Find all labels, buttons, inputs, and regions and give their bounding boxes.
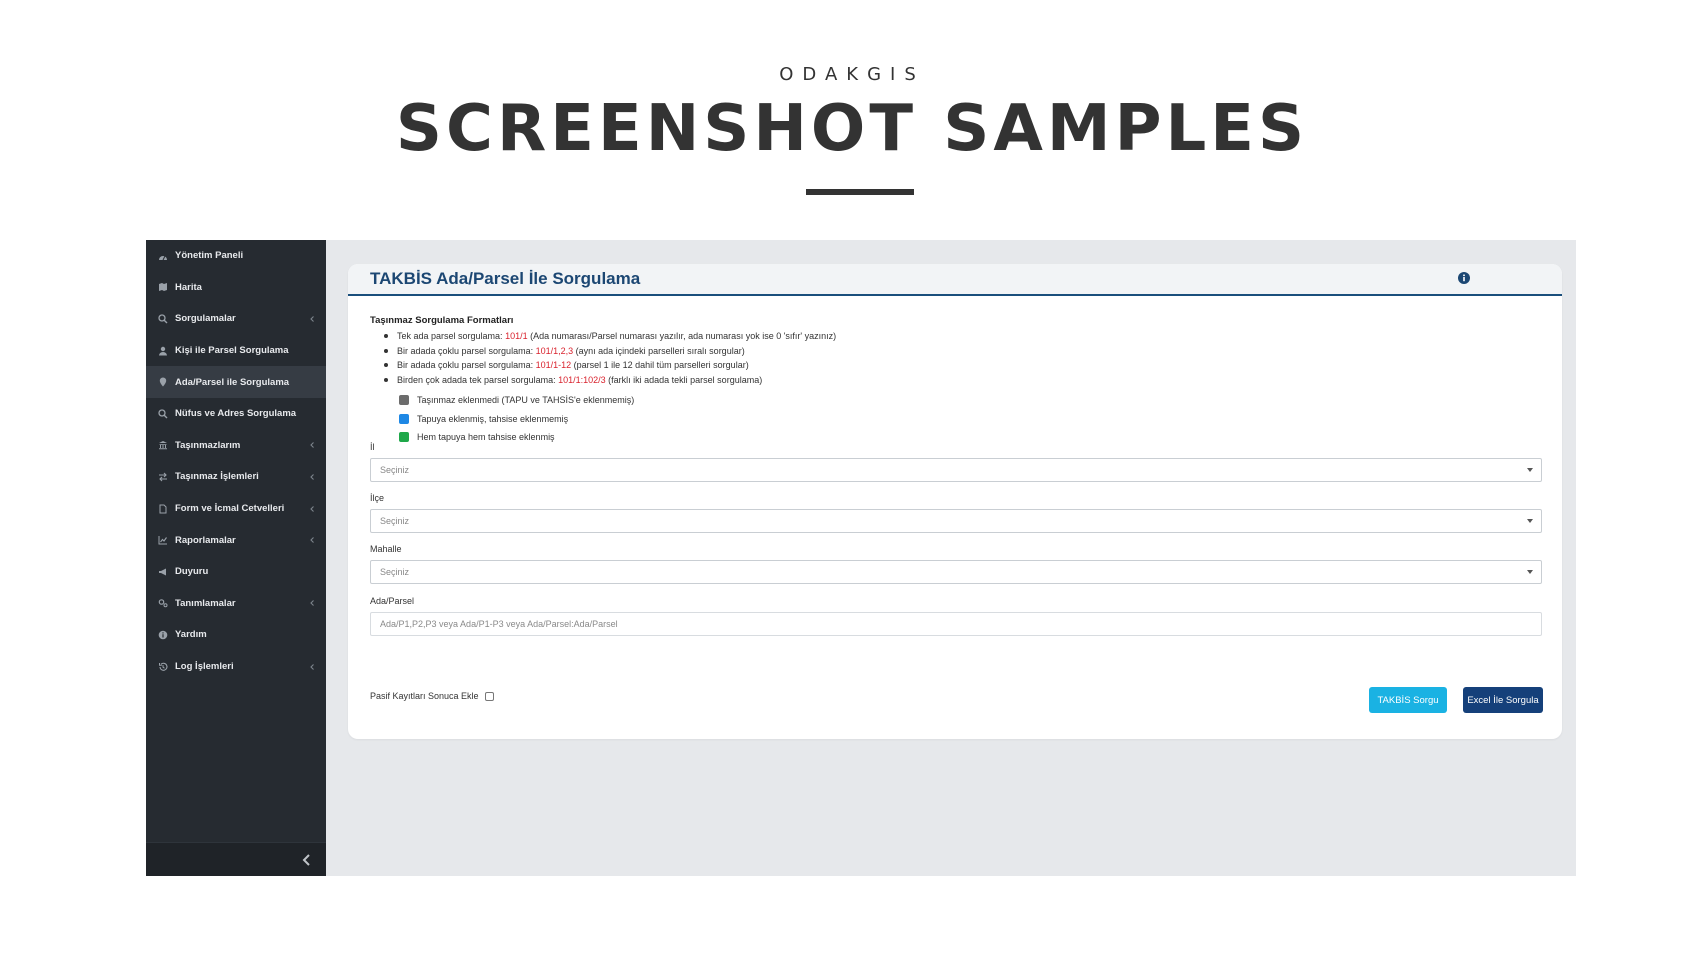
sidebar-item[interactable] [146,366,326,398]
status-legend [370,391,1470,447]
sidebar-item-label: Kişi ile Parsel Sorgulama [175,345,289,357]
chevron-left-icon [308,598,316,608]
chevron-left-icon [308,662,316,672]
chevron-left-icon [308,535,316,545]
chevron-down-icon [1527,570,1533,575]
takbis-query-button[interactable]: TAKBİS Sorgu [1369,687,1447,713]
excel-query-button[interactable]: Excel İle Sorgula [1463,687,1543,713]
sidebar-item-label: Nüfus ve Adres Sorgulama [175,408,297,420]
chart-line-icon [157,535,168,546]
sidebar-item[interactable] [146,588,326,620]
card-title: TAKBİS Ada/Parsel İle Sorgulama [370,269,641,288]
format-prefix: Tek ada parsel sorgulama: [397,331,506,341]
ilce-select[interactable] [370,509,1542,533]
legend-swatch [399,414,409,424]
mahalle-select[interactable] [370,560,1542,584]
format-item [382,358,1470,373]
format-suffix: (farklı iki adada tekli parsel sorgulama) [605,374,763,385]
format-prefix: Birden çok adada tek parsel sorgulama: [397,374,559,385]
ilce-label: İlçe [370,493,385,503]
query-card [348,264,1562,739]
sidebar-item-label: Taşınmazlarım [175,439,241,451]
sidebar-item[interactable] [146,430,326,462]
chevron-left-icon [308,472,316,482]
format-code: 101/1 [505,331,528,341]
legend-label: Taşınmaz eklenmedi (TAPU ve TAHSİS'e eklenmemiş) [417,395,635,406]
chevron-left-icon [308,314,316,324]
title-underline [806,189,914,195]
info-icon[interactable] [1458,272,1470,284]
legend-item [399,410,1470,429]
search-icon [157,313,168,324]
query-formats [370,315,1470,447]
exchange-icon [157,471,168,482]
building-icon [157,440,168,451]
format-suffix: (Ada numarası/Parsel numarası yazılır, ada numarası yok ise 0 'sıfır' yazınız) [527,331,837,341]
cogs-icon [157,598,168,609]
card-header [348,264,1562,296]
formats-title: Taşınmaz Sorgulama Formatları [370,315,514,326]
sidebar [146,240,326,876]
legend-label: Hem tapuya hem tahsise eklenmiş [417,432,555,443]
legend-swatch [399,432,409,442]
page-header [0,0,1704,240]
il-label: İl [370,442,375,452]
passive-records-checkbox[interactable] [485,692,494,701]
sidebar-item-label: Form ve İcmal Cetvelleri [175,503,285,515]
bullhorn-icon [157,566,168,577]
collapse-sidebar-icon[interactable] [300,853,314,867]
sidebar-item-label: Raporlamalar [175,534,236,546]
user-icon [157,345,168,356]
sidebar-item[interactable] [146,651,326,683]
format-suffix: (aynı ada içindeki parselleri sıralı sorgular) [573,345,745,356]
format-prefix: Bir adada çoklu parsel sorgulama: [397,360,536,370]
info-circle-icon [157,629,168,640]
document-icon [157,503,168,514]
sidebar-item[interactable] [146,335,326,367]
mahalle-label: Mahalle [370,544,402,554]
search-icon [157,408,168,419]
legend-item [399,391,1470,410]
sidebar-item-label: Log İşlemleri [175,661,234,673]
sidebar-item-label: Yönetim Paneli [175,250,244,262]
legend-item [399,428,1470,447]
formats-list [370,329,1470,387]
passive-records-option [370,691,494,701]
sidebar-item-label: Yardım [175,629,207,641]
format-item [382,344,1470,359]
sidebar-item-label: Tanımlamalar [175,597,236,609]
sidebar-item-label: Taşınmaz İşlemleri [175,471,259,483]
map-marker-icon [157,377,168,388]
format-suffix: (parsel 1 ile 12 dahil tüm parselleri sorgular) [571,360,749,370]
sidebar-item[interactable] [146,493,326,525]
sidebar-item-label: Sorgulamalar [175,313,236,325]
il-select[interactable] [370,458,1542,482]
ilce-select-value: Seçiniz [380,516,410,526]
brand-name: ODAKGIS [779,64,925,85]
sidebar-item-label: Ada/Parsel ile Sorgulama [175,376,290,388]
sidebar-item[interactable] [146,398,326,430]
format-code: 101/1,2,3 [535,345,574,356]
sidebar-item[interactable] [146,461,326,493]
chevron-down-icon [1527,519,1533,524]
ada-parsel-label: Ada/Parsel [370,596,415,606]
page-title: SCREENSHOT SAMPLES [395,92,1309,166]
legend-label: Tapuya eklenmiş, tahsise eklenmemiş [417,413,569,424]
mahalle-select-value: Seçiniz [380,567,410,577]
format-prefix: Bir adada çoklu parsel sorgulama: [397,345,536,356]
dashboard-icon [157,250,168,261]
chevron-down-icon [1527,468,1533,473]
il-select-value: Seçiniz [380,465,410,475]
chevron-left-icon [308,504,316,514]
map-icon [157,282,168,293]
format-code: 101/1:102/3 [558,374,606,385]
format-code: 101/1-12 [535,360,572,370]
history-icon [157,661,168,672]
chevron-left-icon [308,440,316,450]
sidebar-item[interactable] [146,524,326,556]
sidebar-item[interactable] [146,272,326,304]
sidebar-item-label: Duyuru [175,566,209,578]
sidebar-item-label: Harita [175,281,202,293]
sidebar-item[interactable] [146,240,326,272]
sidebar-item[interactable] [146,303,326,335]
format-item [382,373,1470,388]
format-item [382,329,1470,344]
sidebar-footer [146,842,326,876]
passive-records-label: Pasif Kayıtları Sonuca Ekle [370,691,479,701]
legend-swatch [399,395,409,405]
sidebar-item[interactable] [146,619,326,651]
sidebar-item[interactable] [146,556,326,588]
ada-parsel-input[interactable] [370,612,1542,636]
app-screenshot-frame [146,240,1576,876]
sidebar-menu [146,240,326,682]
